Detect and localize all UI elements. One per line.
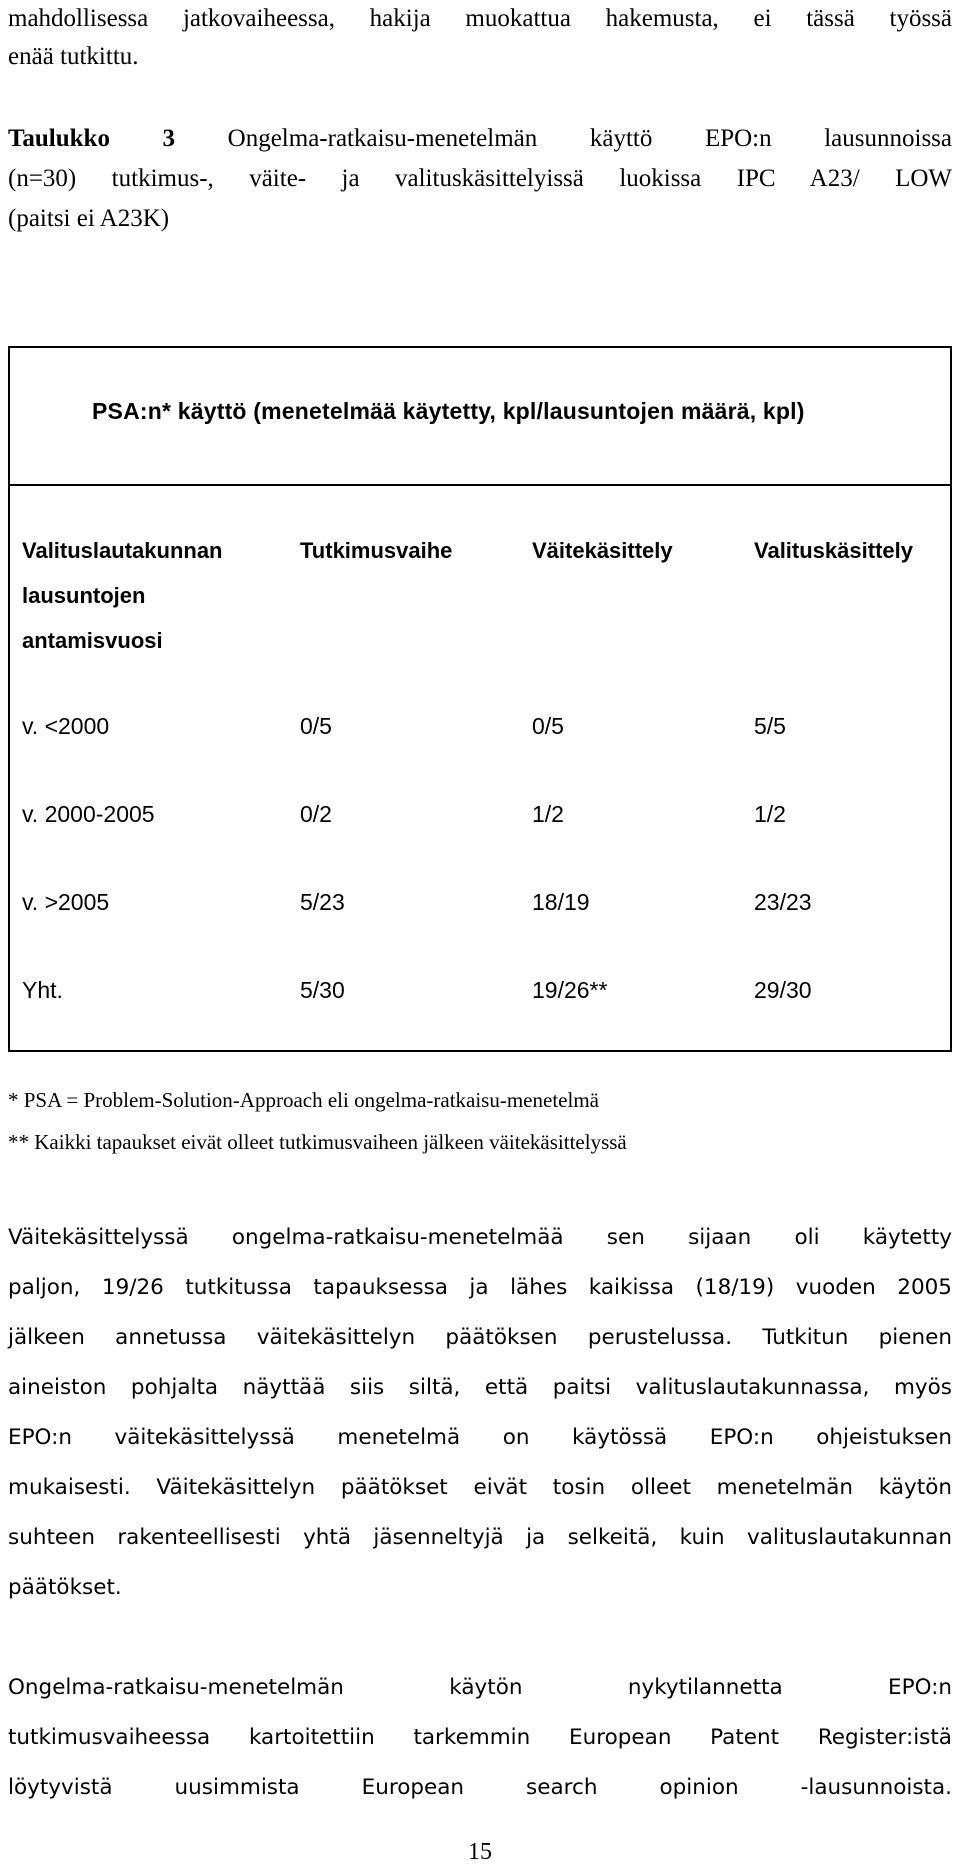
table-cell: v. <2000 <box>22 713 110 739</box>
table-cell: 19/26** <box>532 977 608 1003</box>
table-caption-text: Ongelma-ratkaisu-menetelmän käyttö EPO:n lausunnoissa <box>227 125 952 152</box>
table-cell: 23/23 <box>754 889 812 915</box>
table-cell: v. >2005 <box>22 889 110 915</box>
table-cell: 0/5 <box>532 713 564 739</box>
table-header-year: Valituslautakunnan lausuntojen antamisvuosi <box>22 538 223 653</box>
table-cell: 1/2 <box>532 801 564 827</box>
data-table <box>8 346 952 1052</box>
paragraph-line: mukaisesti. Väitekäsittelyn päätökset eivät tosin olleet menetelmän käytön <box>8 1475 952 1500</box>
table-cell: v. 2000-2005 <box>22 801 155 827</box>
paragraph-line: aineiston pohjalta näyttää siis siltä, että paitsi valituslautakunnassa, myös <box>8 1375 952 1400</box>
table-header-appeal: Valituskäsittely <box>754 538 913 563</box>
paragraph-line: tutkimusvaiheessa kartoitettiin tarkemmin European Patent Register:istä <box>8 1725 952 1750</box>
paragraph-line: päätökset. <box>8 1575 122 1600</box>
table-cell: 5/30 <box>300 977 345 1003</box>
table-header-opposition: Väitekäsittely <box>532 538 673 563</box>
paragraph-line: Väitekäsittelyssä ongelma-ratkaisu-menetelmää sen sijaan oli käytetty <box>8 1225 952 1250</box>
paragraph-line: löytyvistä uusimmista European search opinion -lausunnoista. <box>8 1775 952 1800</box>
table-cell: 5/5 <box>754 713 786 739</box>
intro-line: mahdollisessa jatkovaiheessa, hakija muokattua hakemusta, ei tässä työssä <box>8 5 952 32</box>
paragraph-line: Ongelma-ratkaisu-menetelmän käytön nykytilannetta EPO:n <box>8 1675 952 1700</box>
table-caption-label: Taulukko 3 <box>8 125 176 152</box>
table-cell: 0/5 <box>300 713 332 739</box>
table-caption-line: (n=30) tutkimus-, väite- ja valituskäsittelyissä luokissa IPC A23/ LOW <box>8 165 952 192</box>
table-caption-line <box>8 124 952 154</box>
table-caption-line: (paitsi ei A23K) <box>8 205 170 232</box>
table-cell: Yht. <box>22 977 63 1003</box>
page-number: 15 <box>468 1839 492 1865</box>
footnote: * PSA = Problem-Solution-Approach eli ongelma-ratkaisu-menetelmä <box>8 1088 599 1112</box>
table-cell: 5/23 <box>300 889 345 915</box>
paragraph-line: jälkeen annetussa väitekäsittelyn päätöksen perustelussa. Tutkitun pienen <box>8 1325 952 1350</box>
table-cell: 18/19 <box>532 889 590 915</box>
table-header-research: Tutkimusvaihe <box>300 538 453 563</box>
paragraph-line: paljon, 19/26 tutkitussa tapauksessa ja lähes kaikissa (18/19) vuoden 2005 <box>8 1275 952 1300</box>
table-divider <box>10 484 950 486</box>
paragraph-line: EPO:n väitekäsittelyssä menetelmä on käytössä EPO:n ohjeistuksen <box>8 1425 952 1450</box>
table-cell: 1/2 <box>754 801 786 827</box>
table-title: PSA:n* käyttö (menetelmää käytetty, kpl/lausuntojen määrä, kpl) <box>92 398 805 424</box>
table-cell: 0/2 <box>300 801 332 827</box>
intro-line: enää tutkittu. <box>8 43 139 70</box>
table-cell: 29/30 <box>754 977 812 1003</box>
paragraph-line: suhteen rakenteellisesti yhtä jäsenneltyjä ja selkeitä, kuin valituslautakunnan <box>8 1525 952 1550</box>
footnote: ** Kaikki tapaukset eivät olleet tutkimusvaiheen jälkeen väitekäsittelyssä <box>8 1130 627 1154</box>
